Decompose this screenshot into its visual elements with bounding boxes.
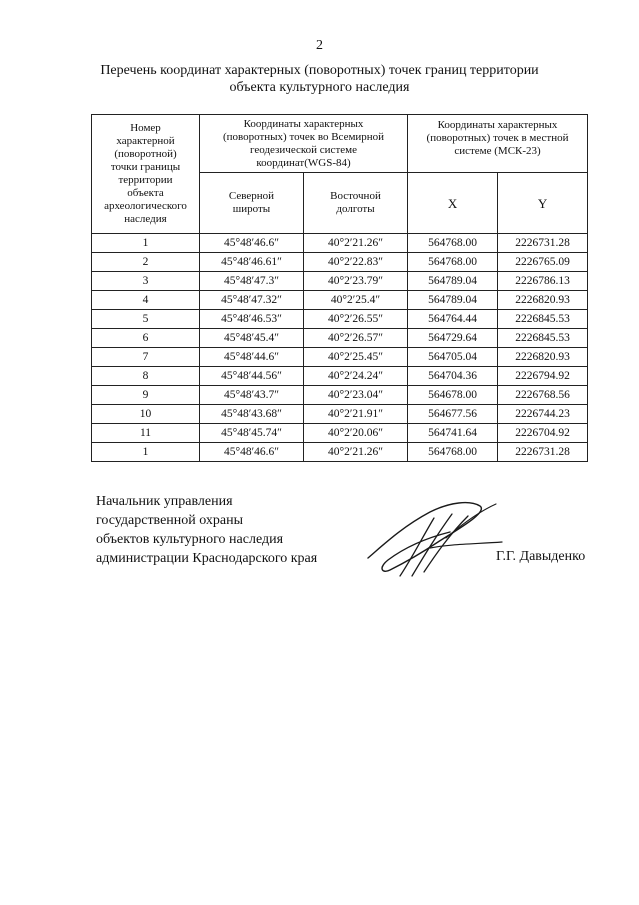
cell-longitude: 40°2′20.06″ <box>304 424 408 443</box>
cell-y: 2226794.92 <box>498 367 588 386</box>
east-line: Восточной <box>330 190 381 202</box>
wgs-line: (поворотных) точек во Всемирной <box>222 130 385 143</box>
signatory-position <box>96 492 317 568</box>
document-title <box>0 62 639 96</box>
cell-x: 564789.04 <box>408 272 498 291</box>
handwritten-signature <box>360 498 510 580</box>
signatory-name: Г.Г. Давыденко <box>496 549 586 564</box>
cell-latitude: 45°48′46.61″ <box>200 253 304 272</box>
cell-x: 564704.36 <box>408 367 498 386</box>
cell-point-number: 8 <box>92 367 200 386</box>
number-line: археологического <box>104 200 187 212</box>
cell-x: 564678.00 <box>408 386 498 405</box>
cell-point-number: 5 <box>92 310 200 329</box>
cell-x: 564705.04 <box>408 348 498 367</box>
north-line: широты <box>232 203 271 215</box>
cell-longitude: 40°2′25.45″ <box>304 348 408 367</box>
cell-y: 2226820.93 <box>498 291 588 310</box>
position-line-4: администрации Краснодарского края <box>96 551 318 566</box>
cell-x: 564677.56 <box>408 405 498 424</box>
msk-line: Координаты характерных <box>437 119 558 131</box>
msk-line: (поворотных) точек в местной <box>426 132 569 144</box>
cell-longitude: 40°2′23.79″ <box>304 272 408 291</box>
number-line: характерной <box>116 135 175 147</box>
cell-y: 2226786.13 <box>498 272 588 291</box>
title-line-1: Перечень координат характерных (поворотных) точек границ территории <box>100 63 539 78</box>
wgs-line: координат(WGS-84) <box>256 156 351 169</box>
cell-point-number: 3 <box>92 272 200 291</box>
title-line-2: объекта культурного наследия <box>229 80 410 95</box>
table-row <box>92 310 588 329</box>
cell-latitude: 45°48′46.6″ <box>200 443 304 462</box>
cell-longitude: 40°2′23.04″ <box>304 386 408 405</box>
cell-longitude: 40°2′26.55″ <box>304 310 408 329</box>
table-row <box>92 405 588 424</box>
number-line: точки границы <box>110 161 181 173</box>
cell-point-number: 10 <box>92 405 200 424</box>
position-line-1: Начальник управления <box>96 494 233 509</box>
cell-longitude: 40°2′24.24″ <box>304 367 408 386</box>
cell-latitude: 45°48′47.32″ <box>200 291 304 310</box>
north-line: Северной <box>228 190 275 202</box>
east-line: долготы <box>336 203 375 215</box>
header-msk23 <box>408 115 588 173</box>
table-row <box>92 443 588 462</box>
cell-latitude: 45°48′44.6″ <box>200 348 304 367</box>
cell-x: 564729.64 <box>408 329 498 348</box>
position-line-2: государственной охраны <box>96 513 244 528</box>
cell-latitude: 45°48′46.6″ <box>200 234 304 253</box>
cell-point-number: 4 <box>92 291 200 310</box>
table-body <box>92 234 588 462</box>
msk-line: системе (МСК-23) <box>454 145 541 157</box>
number-line: наследия <box>124 213 167 225</box>
table-row <box>92 291 588 310</box>
table-row <box>92 386 588 405</box>
cell-latitude: 45°48′43.68″ <box>200 405 304 424</box>
cell-y: 2226820.93 <box>498 348 588 367</box>
cell-latitude: 45°48′47.3″ <box>200 272 304 291</box>
table-row <box>92 424 588 443</box>
cell-y: 2226768.56 <box>498 386 588 405</box>
table-row <box>92 272 588 291</box>
header-y: Y <box>498 173 588 234</box>
table-row <box>92 348 588 367</box>
cell-y: 2226845.53 <box>498 329 588 348</box>
number-line: (поворотной) <box>114 148 177 160</box>
cell-longitude: 40°2′21.91″ <box>304 405 408 424</box>
wgs-line: геодезической системе <box>250 143 357 156</box>
cell-x: 564741.64 <box>408 424 498 443</box>
page-number: 2 <box>316 38 323 53</box>
cell-y: 2226845.53 <box>498 310 588 329</box>
position-line-3: объектов культурного наследия <box>96 532 284 547</box>
cell-y: 2226731.28 <box>498 443 588 462</box>
header-x: X <box>408 173 498 234</box>
header-east-longitude <box>304 173 408 234</box>
cell-x: 564789.04 <box>408 291 498 310</box>
number-line: Номер <box>130 122 161 134</box>
cell-x: 564768.00 <box>408 234 498 253</box>
header-wgs84 <box>200 115 408 173</box>
table-row <box>92 329 588 348</box>
cell-y: 2226731.28 <box>498 234 588 253</box>
cell-y: 2226744.23 <box>498 405 588 424</box>
cell-latitude: 45°48′45.74″ <box>200 424 304 443</box>
cell-x: 564768.00 <box>408 443 498 462</box>
number-line: объекта <box>127 187 164 199</box>
cell-point-number: 2 <box>92 253 200 272</box>
table-row <box>92 234 588 253</box>
wgs-line: Координаты характерных <box>243 117 364 130</box>
cell-point-number: 1 <box>92 234 200 253</box>
cell-latitude: 45°48′44.56″ <box>200 367 304 386</box>
cell-longitude: 40°2′26.57″ <box>304 329 408 348</box>
table-row <box>92 253 588 272</box>
cell-point-number: 6 <box>92 329 200 348</box>
table-row <box>92 367 588 386</box>
cell-longitude: 40°2′25.4″ <box>304 291 408 310</box>
cell-x: 564764.44 <box>408 310 498 329</box>
cell-latitude: 45°48′45.4″ <box>200 329 304 348</box>
cell-y: 2226765.09 <box>498 253 588 272</box>
cell-longitude: 40°2′22.83″ <box>304 253 408 272</box>
cell-longitude: 40°2′21.26″ <box>304 234 408 253</box>
cell-point-number: 9 <box>92 386 200 405</box>
coordinates-table <box>91 114 588 462</box>
cell-y: 2226704.92 <box>498 424 588 443</box>
cell-point-number: 7 <box>92 348 200 367</box>
cell-longitude: 40°2′21.26″ <box>304 443 408 462</box>
cell-x: 564768.00 <box>408 253 498 272</box>
number-line: территории <box>118 174 173 186</box>
header-north-latitude <box>200 173 304 234</box>
cell-point-number: 11 <box>92 424 200 443</box>
cell-latitude: 45°48′43.7″ <box>200 386 304 405</box>
cell-point-number: 1 <box>92 443 200 462</box>
cell-latitude: 45°48′46.53″ <box>200 310 304 329</box>
header-point-number <box>92 115 200 234</box>
